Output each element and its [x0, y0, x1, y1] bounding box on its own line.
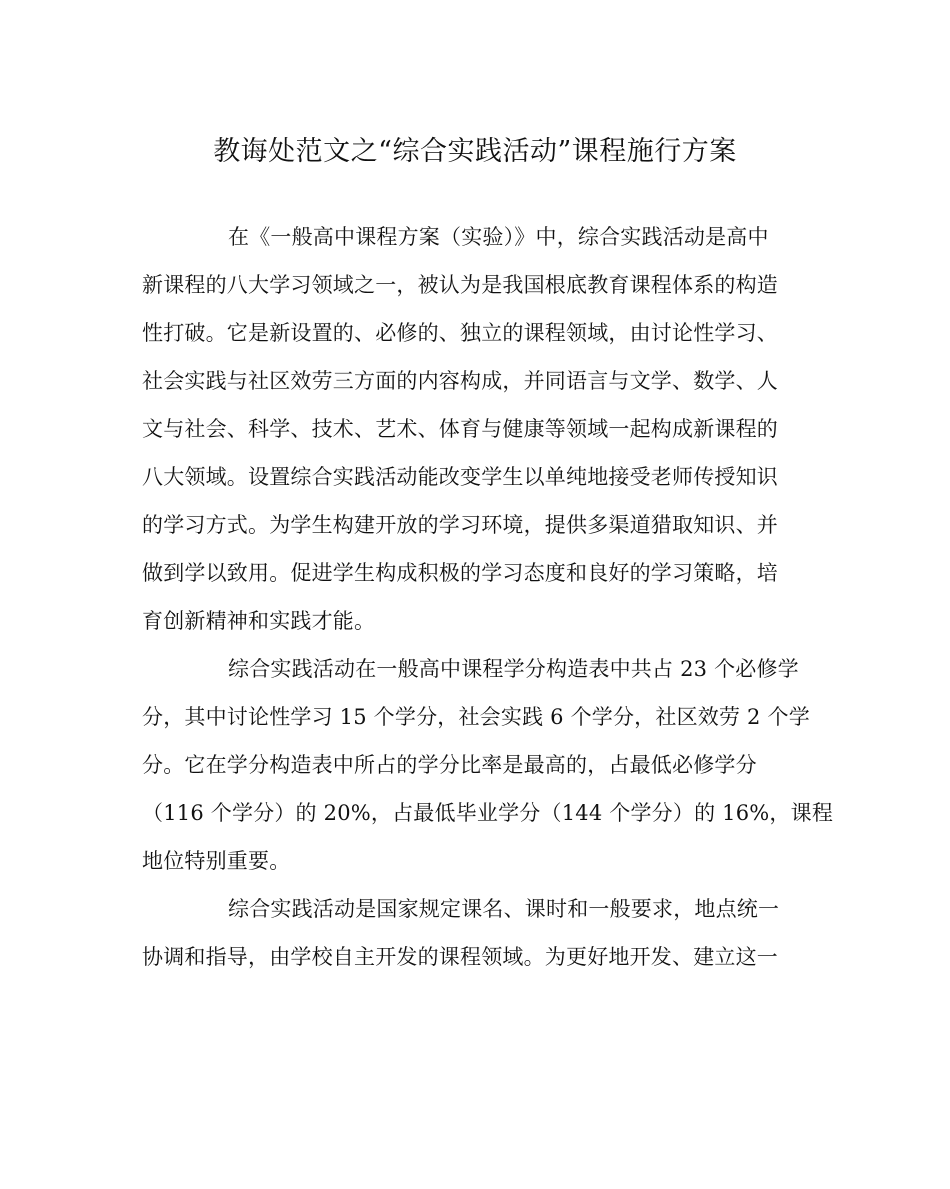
- paragraph-line: 新课程的八大学习领域之一，被认为是我国根底教育课程体系的构造: [142, 273, 778, 297]
- paragraph-line: 分。它在学分构造表中所占的学分比率是最高的，占最低必修学分: [142, 753, 757, 777]
- paragraph-1: [142, 213, 814, 645]
- paragraph-line: 八大领域。设置综合实践活动能改变学生以单纯地接受老师传授知识: [142, 465, 778, 489]
- paragraph-line: 的学习方式。为学生构建开放的学习环境，提供多渠道猎取知识、并: [142, 513, 778, 537]
- paragraph-line: 协调和指导，由学校自主开发的课程领域。为更好地开发、建立这一: [142, 945, 778, 969]
- paragraph-line: 育创新精神和实践才能。: [142, 609, 376, 633]
- paragraph-line: 文与社会、科学、技术、艺术、体育与健康等领域一起构成新课程的: [142, 417, 778, 441]
- paragraph-line: 分，其中讨论性学习 15 个学分，社会实践 6 个学分，社区效劳 2 个学: [142, 705, 810, 729]
- paragraph-line: 做到学以致用。促进学生构成积极的学习态度和良好的学习策略，培: [142, 561, 778, 585]
- paragraph-3: [142, 885, 814, 981]
- document-title: 教诲处范文之“综合实践活动”课程施行方案: [213, 136, 737, 167]
- paragraph-line: 社会实践与社区效劳三方面的内容构成，并同语言与文学、数学、人: [142, 369, 778, 393]
- document-body: [142, 213, 834, 981]
- paragraph-line: 在《一般高中课程方案（实验）》中，综合实践活动是高中: [228, 225, 769, 249]
- paragraph-line: （116 个学分）的 20%，占最低毕业学分（144 个学分）的 16%，课程: [142, 801, 834, 825]
- paragraph-line: 综合实践活动在一般高中课程学分构造表中共占 23 个必修学: [228, 657, 799, 681]
- paragraph-line: 综合实践活动是国家规定课名、课时和一般要求，地点统一: [228, 897, 780, 921]
- paragraph-2: [142, 645, 834, 885]
- paragraph-line: 地位特别重要。: [142, 849, 291, 873]
- paragraph-line: 性打破。它是新设置的、必修的、独立的课程领域，由讨论性学习、: [142, 321, 778, 345]
